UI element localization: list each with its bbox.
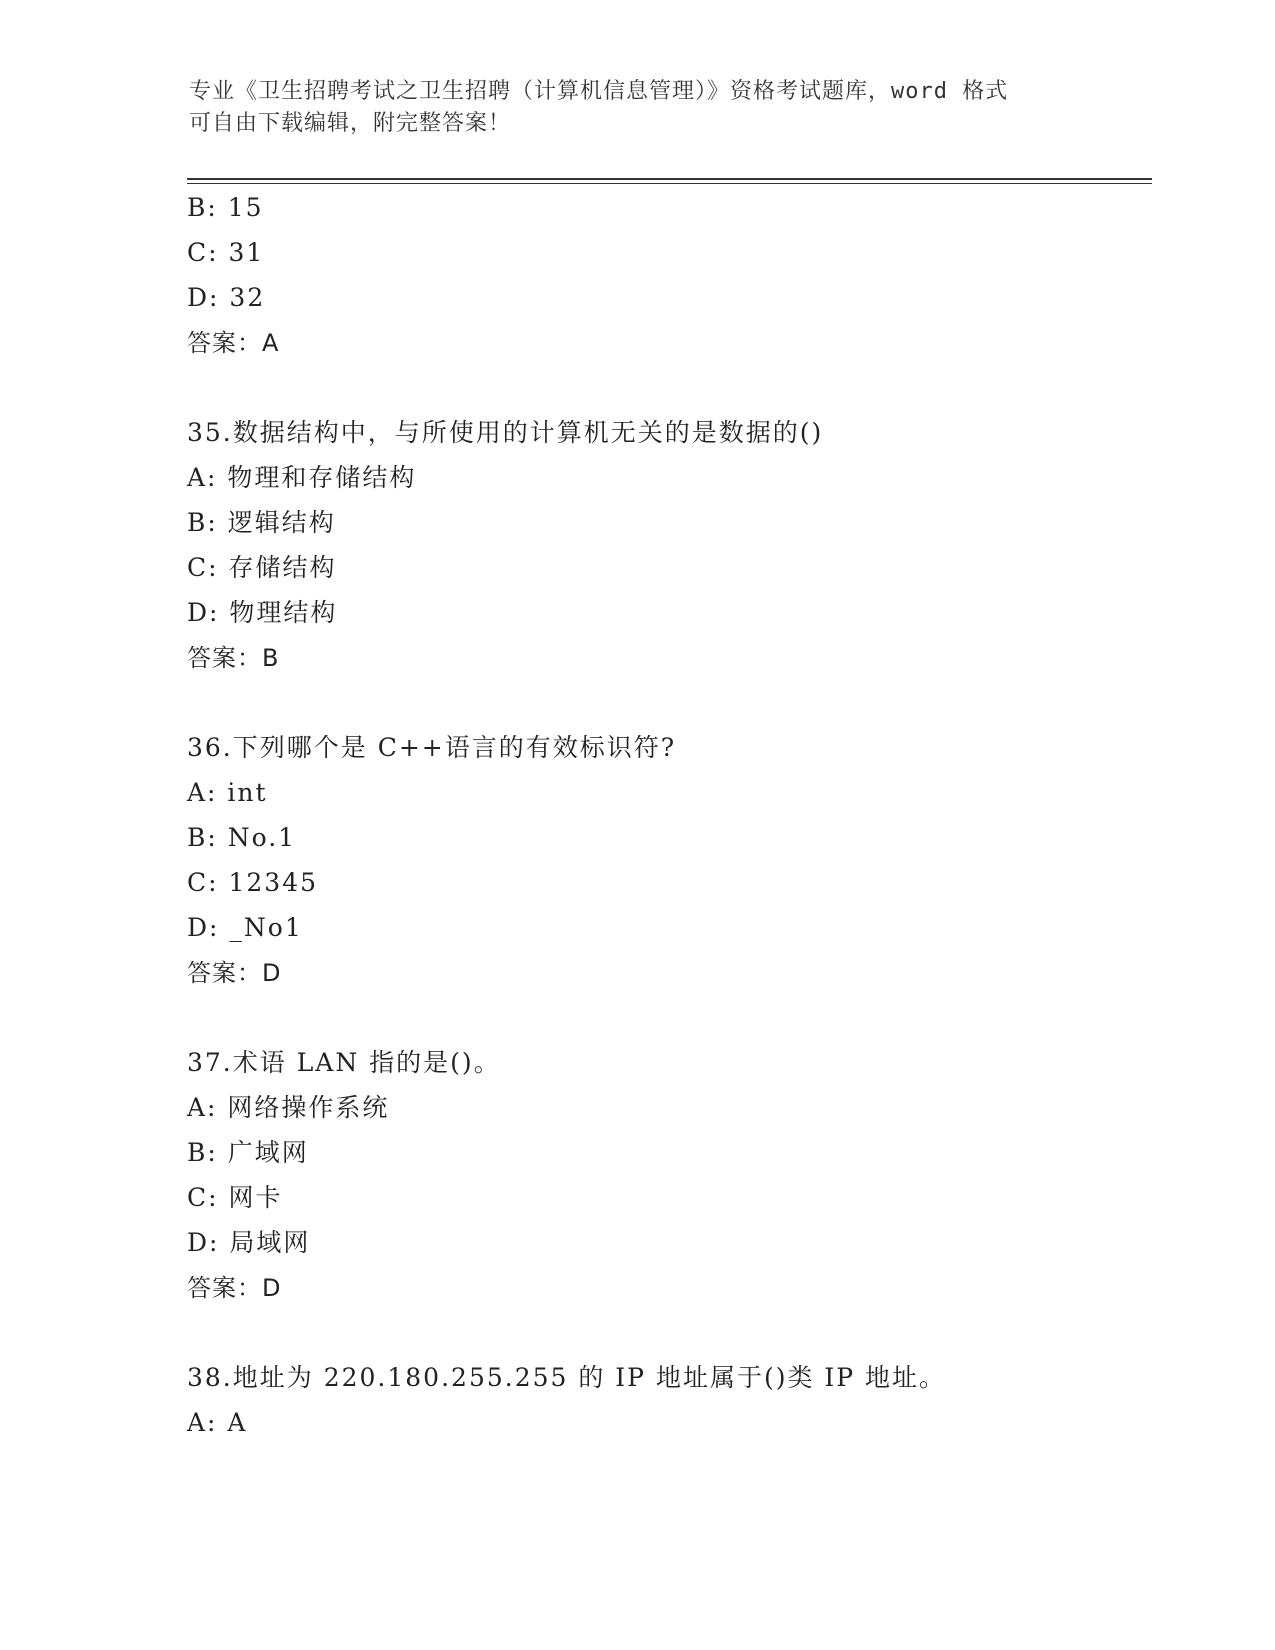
question-36-option-a: A: int <box>187 778 268 807</box>
question-35-stem: 35.数据结构中，与所使用的计算机无关的是数据的() <box>187 418 824 447</box>
question-35-answer: 答案：B <box>187 644 280 672</box>
question-36-option-d: D: _No1 <box>187 913 303 942</box>
header-line-1: 专业《卫生招聘考试之卫生招聘（计算机信息管理）》资格考试题库，word 格式 <box>189 79 1009 104</box>
prev-option-c: C: 31 <box>187 238 265 267</box>
question-37-stem: 37.术语 LAN 指的是()。 <box>187 1048 501 1077</box>
question-35-option-a: A: 物理和存储结构 <box>187 463 417 492</box>
question-37-option-d: D: 局域网 <box>187 1228 311 1257</box>
document-header <box>189 76 1069 140</box>
question-35-option-d: D: 物理结构 <box>187 598 338 627</box>
question-36-answer: 答案：D <box>187 959 282 987</box>
question-37-option-b: B: 广域网 <box>187 1138 309 1167</box>
question-37-option-a: A: 网络操作系统 <box>187 1093 390 1122</box>
question-35-option-b: B: 逻辑结构 <box>187 508 336 537</box>
prev-option-d: D: 32 <box>187 283 266 312</box>
question-37-answer: 答案：D <box>187 1274 282 1302</box>
question-35-option-c: C: 存储结构 <box>187 553 337 582</box>
question-38-option-a: A: A <box>187 1408 248 1437</box>
question-38-stem: 38.地址为 220.180.255.255 的 IP 地址属于()类 IP 地址。 <box>187 1363 947 1392</box>
prev-answer: 答案：A <box>187 329 280 357</box>
prev-option-b: B: 15 <box>187 193 264 222</box>
question-36-stem: 36.下列哪个是 C++语言的有效标识符? <box>187 733 677 762</box>
question-36-option-c: C: 12345 <box>187 868 319 897</box>
header-line-2: 可自由下载编辑，附完整答案！ <box>189 111 512 136</box>
header-divider-thick <box>187 178 1152 180</box>
header-divider-thin <box>187 183 1152 184</box>
question-37-option-c: C: 网卡 <box>187 1183 283 1212</box>
question-36-option-b: B: No.1 <box>187 823 297 852</box>
